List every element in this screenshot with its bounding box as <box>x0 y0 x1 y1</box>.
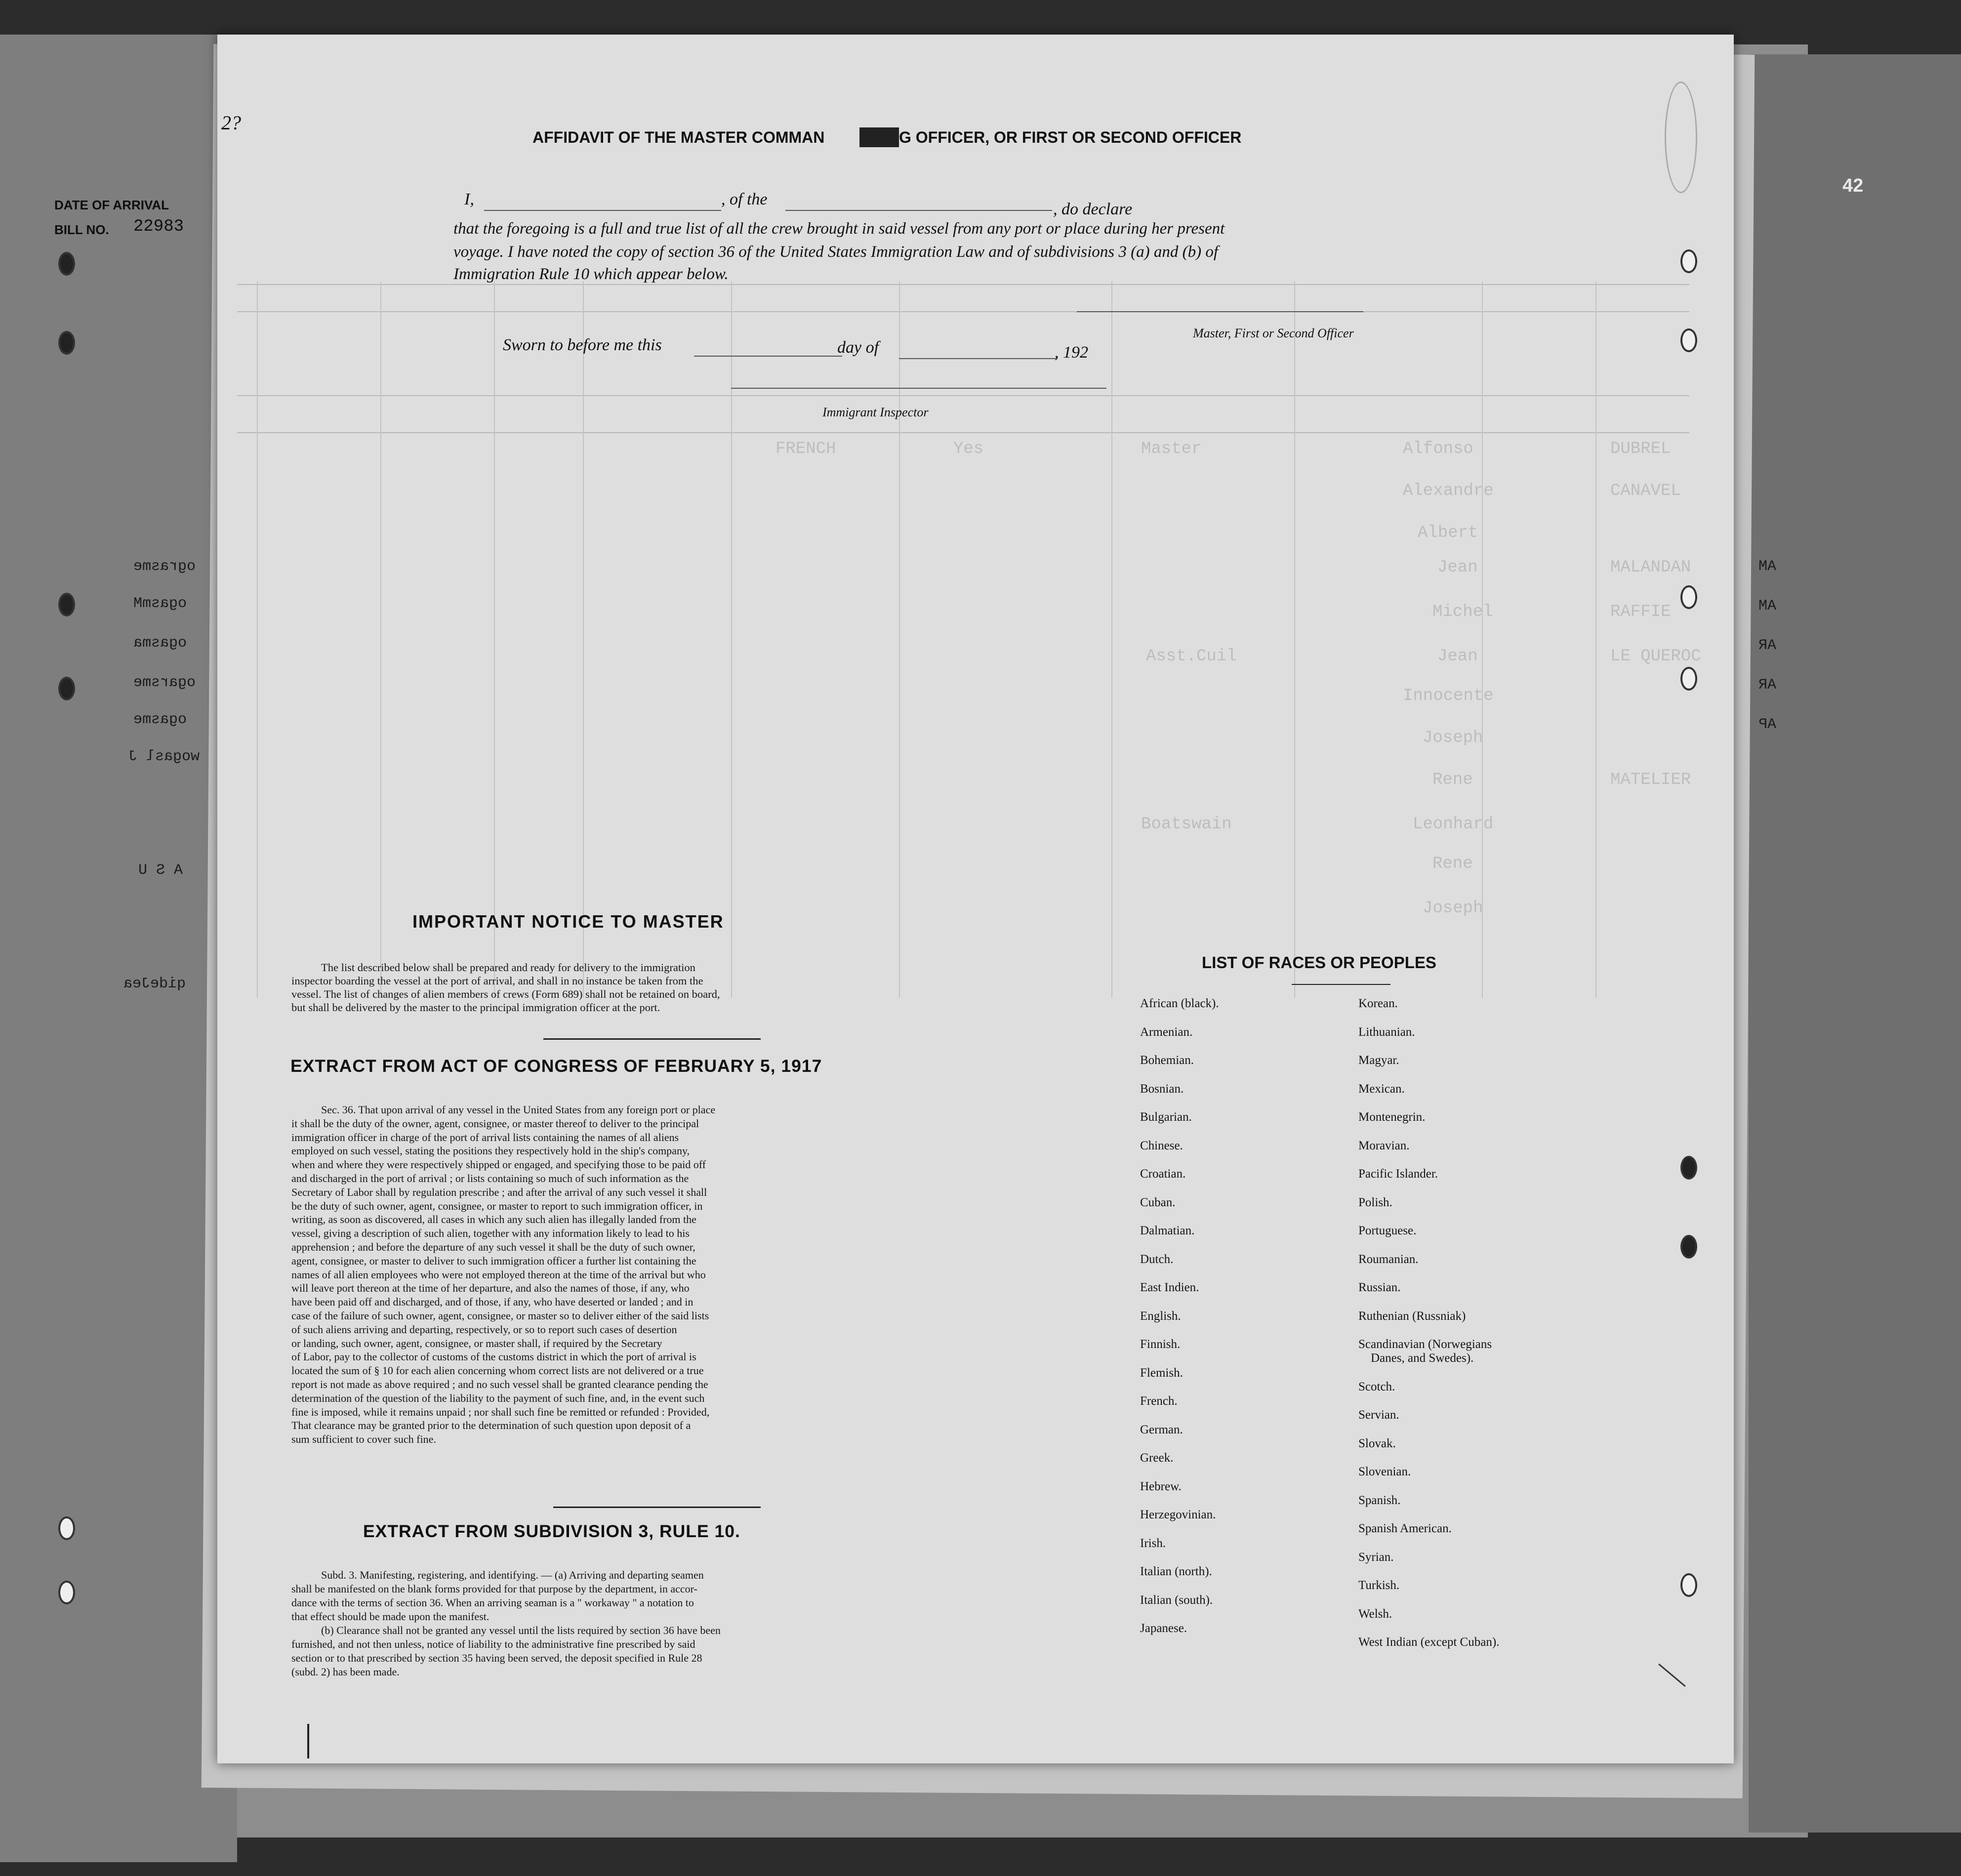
ghost-text: Joseph <box>1423 729 1483 747</box>
do-declare-text: , do declare <box>1053 200 1133 218</box>
right-underlying-page <box>1749 54 1961 1833</box>
paperclip-mark <box>1665 82 1697 193</box>
affidavit-i: I, <box>464 190 474 208</box>
ghost-text: Jean <box>1437 558 1478 577</box>
affidavit-title-left: AFFIDAVIT OF THE MASTER COMMAN <box>532 128 825 146</box>
bleed-mark: AM <box>1758 558 1777 575</box>
ghost-text: CANAVEL <box>1610 482 1681 500</box>
month-blank <box>899 358 1057 359</box>
race-item: Magyar. <box>1358 1054 1399 1067</box>
act-line: when and where they were respectively shipped or engaged, and specifying those to be paid off <box>291 1158 706 1171</box>
bill-number: 22983 <box>133 217 184 236</box>
race-item: Spanish. <box>1358 1493 1401 1507</box>
ghost-text: LE QUEROC <box>1610 647 1701 666</box>
race-item: Scotch. <box>1358 1380 1395 1393</box>
bleed-mark: AP <box>1758 716 1777 733</box>
race-item: Montenegrin. <box>1358 1110 1426 1124</box>
races-title-rule <box>1292 984 1390 985</box>
ghost-text: RAFFIE <box>1610 603 1671 621</box>
act-line: of such aliens arriving and departing, respectively, or so to report such cases of desertion <box>291 1323 677 1336</box>
race-item: Russian. <box>1358 1281 1401 1294</box>
bleed-mark: ogasmM <box>133 595 187 612</box>
affidavit-line-3: Immigration Rule 10 which appear below. <box>453 265 729 283</box>
bleed-mark: AM <box>1758 598 1777 614</box>
sworn-text: Sworn to before me this <box>503 336 662 354</box>
notice-line: but shall be delivered by the master to the principal immigration officer at the port. <box>291 1001 660 1014</box>
ghost-text: Innocente <box>1403 687 1494 705</box>
race-item: Spanish American. <box>1358 1522 1452 1535</box>
affidavit-line-2: voyage. I have noted the copy of section 36 of the United States Immigration Law and of subdivisions 3 (a) and (b) of <box>453 243 1219 261</box>
day-blank <box>694 356 842 357</box>
races-right-column <box>1358 997 1499 1664</box>
race-item: Portuguese. <box>1358 1224 1417 1237</box>
ghost-text: Jean <box>1437 647 1478 666</box>
pen-mark <box>307 1724 309 1758</box>
act-line: immigration officer in charge of the port of arrival lists containing the names of all aliens <box>291 1131 679 1143</box>
punch-hole <box>58 1581 75 1604</box>
race-item: Polish. <box>1358 1195 1392 1209</box>
ghost-column <box>494 282 495 998</box>
race-item: Armenian. <box>1140 1025 1193 1039</box>
ghost-text: Master <box>1141 440 1202 458</box>
section-divider <box>553 1507 761 1508</box>
punch-hole <box>1680 328 1697 352</box>
act-line: it shall be the duty of the owner, agent, consignee, or master thereof to deliver to the principal <box>291 1117 699 1130</box>
race-item: Bosnian. <box>1140 1082 1184 1096</box>
master-label: Master, First or Second Officer <box>1193 326 1354 340</box>
act-line: located the sum of § 10 for each alien concerning whom correct lists are not delivered or a true <box>291 1364 704 1377</box>
race-item: Finnish. <box>1140 1338 1181 1351</box>
ghost-text: Alexandre <box>1403 482 1494 500</box>
left-underlying-page <box>0 35 237 1862</box>
act-line: fine is imposed, while it remains unpaid ; nor shall such fine be remitted or refunded : Provided, <box>291 1405 710 1418</box>
notice-text <box>291 961 1013 1014</box>
ghost-column <box>1294 282 1295 998</box>
bleed-mark: ogarsme <box>133 674 196 691</box>
race-item: Dutch. <box>1140 1252 1174 1266</box>
punch-hole <box>58 331 75 355</box>
rule-line: dance with the terms of section 36. When an arriving seaman is a " workaway " a notation to <box>291 1596 694 1609</box>
punch-hole <box>1680 249 1697 273</box>
races-title: LIST OF RACES OR PEOPLES <box>1202 953 1436 972</box>
act-line: be the duty of such owner, agent, consignee, or master to report to such immigration officer, in <box>291 1199 703 1212</box>
punch-hole <box>58 677 75 700</box>
rule-line: (b) Clearance shall not be granted any vessel until the lists required by section 36 have been <box>321 1624 721 1636</box>
race-item: East Indien. <box>1140 1281 1199 1294</box>
ghost-text: Asst.Cuil <box>1146 647 1237 666</box>
ghost-column <box>583 282 584 998</box>
ghost-rule <box>237 432 1689 433</box>
act-line: vessel, giving a description of such alien, together with any information likely to lead to his <box>291 1227 690 1240</box>
race-item: Herzegovinian. <box>1140 1508 1216 1521</box>
rule-line: shall be manifested on the blank forms provided for that purpose by the department, in accor- <box>291 1583 697 1595</box>
race-item: Flemish. <box>1140 1366 1183 1380</box>
act-line: employed on such vessel, stating the positions they respectively hold in the ship's company, <box>291 1144 690 1157</box>
race-item: Welsh. <box>1358 1607 1392 1621</box>
ghost-text: FRENCH <box>776 440 836 458</box>
race-item: Scandinavian (Norwegians <box>1358 1338 1492 1351</box>
bleed-mark: wogasl J <box>128 748 200 765</box>
act-line: determination of the question of the liability to the payment of such fine, and, in the event such <box>291 1391 705 1404</box>
race-item: Slovenian. <box>1358 1465 1411 1478</box>
act-line: apprehension ; and before the departure of any such vessel it shall be the duty of such owner, <box>291 1240 695 1253</box>
ghost-rule <box>237 284 1689 285</box>
race-item: Danes, and Swedes). <box>1371 1351 1474 1365</box>
notice-line: The list described below shall be prepared and ready for delivery to the immigration <box>321 961 695 974</box>
master-signature-line <box>1077 311 1363 312</box>
ghost-column <box>257 282 258 998</box>
race-item: Greek. <box>1140 1451 1174 1465</box>
form-page <box>217 35 1734 1763</box>
rule-line: section or to that prescribed by section 35 having been served, the deposit specified in Rule 28 <box>291 1652 702 1664</box>
race-item: Dalmatian. <box>1140 1224 1195 1237</box>
ghost-text: DUBREL <box>1610 440 1671 458</box>
ghost-column <box>1482 282 1483 998</box>
act-line: names of all alien employees who were not employed thereon at the time of the arrival but who <box>291 1268 706 1281</box>
rule-line: that effect should be made upon the manifest. <box>291 1610 490 1623</box>
race-item: Pacific Islander. <box>1358 1167 1438 1181</box>
ghost-rule <box>237 395 1689 396</box>
rule-line: Subd. 3. Manifesting, registering, and identifying. — (a) Arriving and departing seamen <box>321 1569 704 1581</box>
ghost-text: Rene <box>1432 771 1473 789</box>
race-item: Roumanian. <box>1358 1252 1419 1266</box>
punch-hole <box>58 593 75 616</box>
name-blank <box>484 210 721 211</box>
ghost-column <box>1111 282 1112 998</box>
ghost-column <box>899 282 900 998</box>
rule-subdivision-3 <box>291 1568 1013 1679</box>
affidavit-title-right: G OFFICER, OR FIRST OR SECOND OFFICER <box>899 128 1242 146</box>
notice-line: vessel. The list of changes of alien members of crews (Form 689) shall not be retained on board, <box>291 988 720 1000</box>
ghost-text: Yes <box>953 440 984 458</box>
bleed-mark: AR <box>1758 637 1777 654</box>
act-line: Secretary of Labor shall by regulation prescribe ; and after the arrival of any such vessel it shall <box>291 1185 707 1198</box>
notice-line: inspector boarding the vessel at the port of arrival, and shall in no instance be taken from the <box>291 975 703 987</box>
act-line: and discharged in the port of arrival ; or lists containing so much of such information as the <box>291 1172 689 1184</box>
race-item: Bulgarian. <box>1140 1110 1192 1124</box>
rule-line: (subd. 2) has been made. <box>291 1666 400 1678</box>
act-line: sum sufficient to cover such fine. <box>291 1433 436 1446</box>
act-line: Sec. 36. That upon arrival of any vessel in the United States from any foreign port or place <box>321 1103 716 1116</box>
bill-stamp-label: BILL NO. <box>54 222 109 237</box>
race-item: Chinese. <box>1140 1139 1183 1152</box>
act-line: writing, as soon as discovered, all cases in which any such alien has illegally landed from the <box>291 1213 696 1226</box>
race-item: Cuban. <box>1140 1195 1176 1209</box>
year-text: , 192 <box>1055 343 1088 362</box>
arrival-stamp-label: DATE OF ARRIVAL <box>54 198 169 212</box>
day-of-text: day of <box>837 338 879 357</box>
section-divider <box>543 1038 761 1040</box>
ghost-text: Albert <box>1418 524 1478 542</box>
ghost-column <box>731 282 732 998</box>
race-item: Italian (south). <box>1140 1593 1213 1607</box>
ghost-text: Joseph <box>1423 899 1483 918</box>
punch-hole <box>1680 1573 1697 1597</box>
punch-hole <box>58 1516 75 1540</box>
inspector-label: Immigrant Inspector <box>822 405 929 419</box>
ghost-text: Boatswain <box>1141 815 1232 834</box>
act-line: have been paid off and discharged, and of those, if any, who have deserted or landed ; and in <box>291 1296 694 1308</box>
race-item: Ruthenian (Russniak) <box>1358 1309 1466 1323</box>
ghost-rule <box>237 311 1689 312</box>
race-item: Japanese. <box>1140 1622 1187 1635</box>
race-item: Mexican. <box>1358 1082 1405 1096</box>
bleed-mark: qideJea <box>123 976 186 992</box>
race-item: Hebrew. <box>1140 1479 1182 1493</box>
act-title: EXTRACT FROM ACT OF CONGRESS OF FEBRUARY 5, 1917 <box>290 1056 822 1076</box>
race-item: Croatian. <box>1140 1167 1186 1181</box>
act-line: report is not made as above required ; and no such vessel shall be granted clearance pending the <box>291 1378 708 1390</box>
act-line: case of the failure of such owner, agent, consignee, or master so to deliver either of the said lists <box>291 1309 709 1322</box>
bleed-mark: ogasma <box>133 635 187 652</box>
race-item: Korean. <box>1358 997 1398 1010</box>
rule-line: furnished, and not then unless, notice of liability to the administrative fine prescribed by said <box>291 1638 695 1650</box>
punch-hole <box>1680 667 1697 691</box>
act-line: or landing, such owner, agent, consignee, or master shall, if required by the Secretary <box>291 1337 662 1349</box>
race-item: Slovak. <box>1358 1436 1396 1450</box>
act-line: That clearance may be granted prior to the determination of such question upon deposit of a <box>291 1419 691 1432</box>
pen-mark <box>1658 1664 1686 1687</box>
race-item: Irish. <box>1140 1536 1166 1550</box>
race-item: English. <box>1140 1309 1181 1323</box>
ghost-column <box>380 282 381 998</box>
race-item: Servian. <box>1358 1408 1399 1422</box>
races-left-column <box>1140 997 1219 1650</box>
punch-hole <box>58 252 75 276</box>
ghost-text: MATELIER <box>1610 771 1691 789</box>
race-item: Moravian. <box>1358 1139 1410 1152</box>
act-line: of Labor, pay to the collector of customs of the customs district in which the port of arrival is <box>291 1350 696 1363</box>
bleed-mark: ograsme <box>133 558 196 575</box>
act-section-36 <box>291 1103 1013 1446</box>
vessel-blank <box>785 210 1052 211</box>
punch-hole <box>1680 1235 1697 1259</box>
bleed-mark: A S U <box>138 862 183 879</box>
punch-hole <box>1680 1156 1697 1180</box>
inspector-signature-line <box>731 388 1106 389</box>
race-item: Turkish. <box>1358 1579 1400 1592</box>
punch-hole <box>1680 585 1697 609</box>
bleed-mark: ogasme <box>133 711 187 728</box>
bleed-mark: AR <box>1758 677 1777 693</box>
ghost-text: Alfonso <box>1403 440 1473 458</box>
act-line: agent, consignee, or master to deliver to such immigration officer a further list containing the <box>291 1254 696 1267</box>
ghost-column <box>1595 282 1596 998</box>
race-item: French. <box>1140 1394 1178 1408</box>
ghost-text: Michel <box>1432 603 1493 621</box>
race-item: German. <box>1140 1423 1183 1436</box>
rule-title: EXTRACT FROM SUBDIVISION 3, RULE 10. <box>363 1521 740 1541</box>
race-item: African (black). <box>1140 997 1219 1010</box>
race-item: Lithuanian. <box>1358 1025 1415 1039</box>
handwritten-corner: 2? <box>221 112 241 134</box>
ghost-text: Rene <box>1432 855 1473 873</box>
notice-title: IMPORTANT NOTICE TO MASTER <box>412 911 724 932</box>
race-item: Bohemian. <box>1140 1054 1194 1067</box>
race-item: Syrian. <box>1358 1550 1394 1564</box>
act-line: will leave port thereon at the time of her departure, and also the names of those, if any, who <box>291 1282 690 1295</box>
affidavit-line-1: that the foregoing is a full and true list of all the crew brought in said vessel from any port or place during her present <box>453 220 1225 238</box>
page-number: 42 <box>1842 175 1864 196</box>
ghost-text: MALANDAN <box>1610 558 1691 577</box>
race-item: West Indian (except Cuban). <box>1358 1635 1500 1649</box>
ghost-text: Leonhard <box>1413 815 1494 834</box>
of-the-text: , of the <box>721 190 768 208</box>
race-item: Italian (north). <box>1140 1565 1212 1578</box>
ink-blot <box>859 127 899 147</box>
